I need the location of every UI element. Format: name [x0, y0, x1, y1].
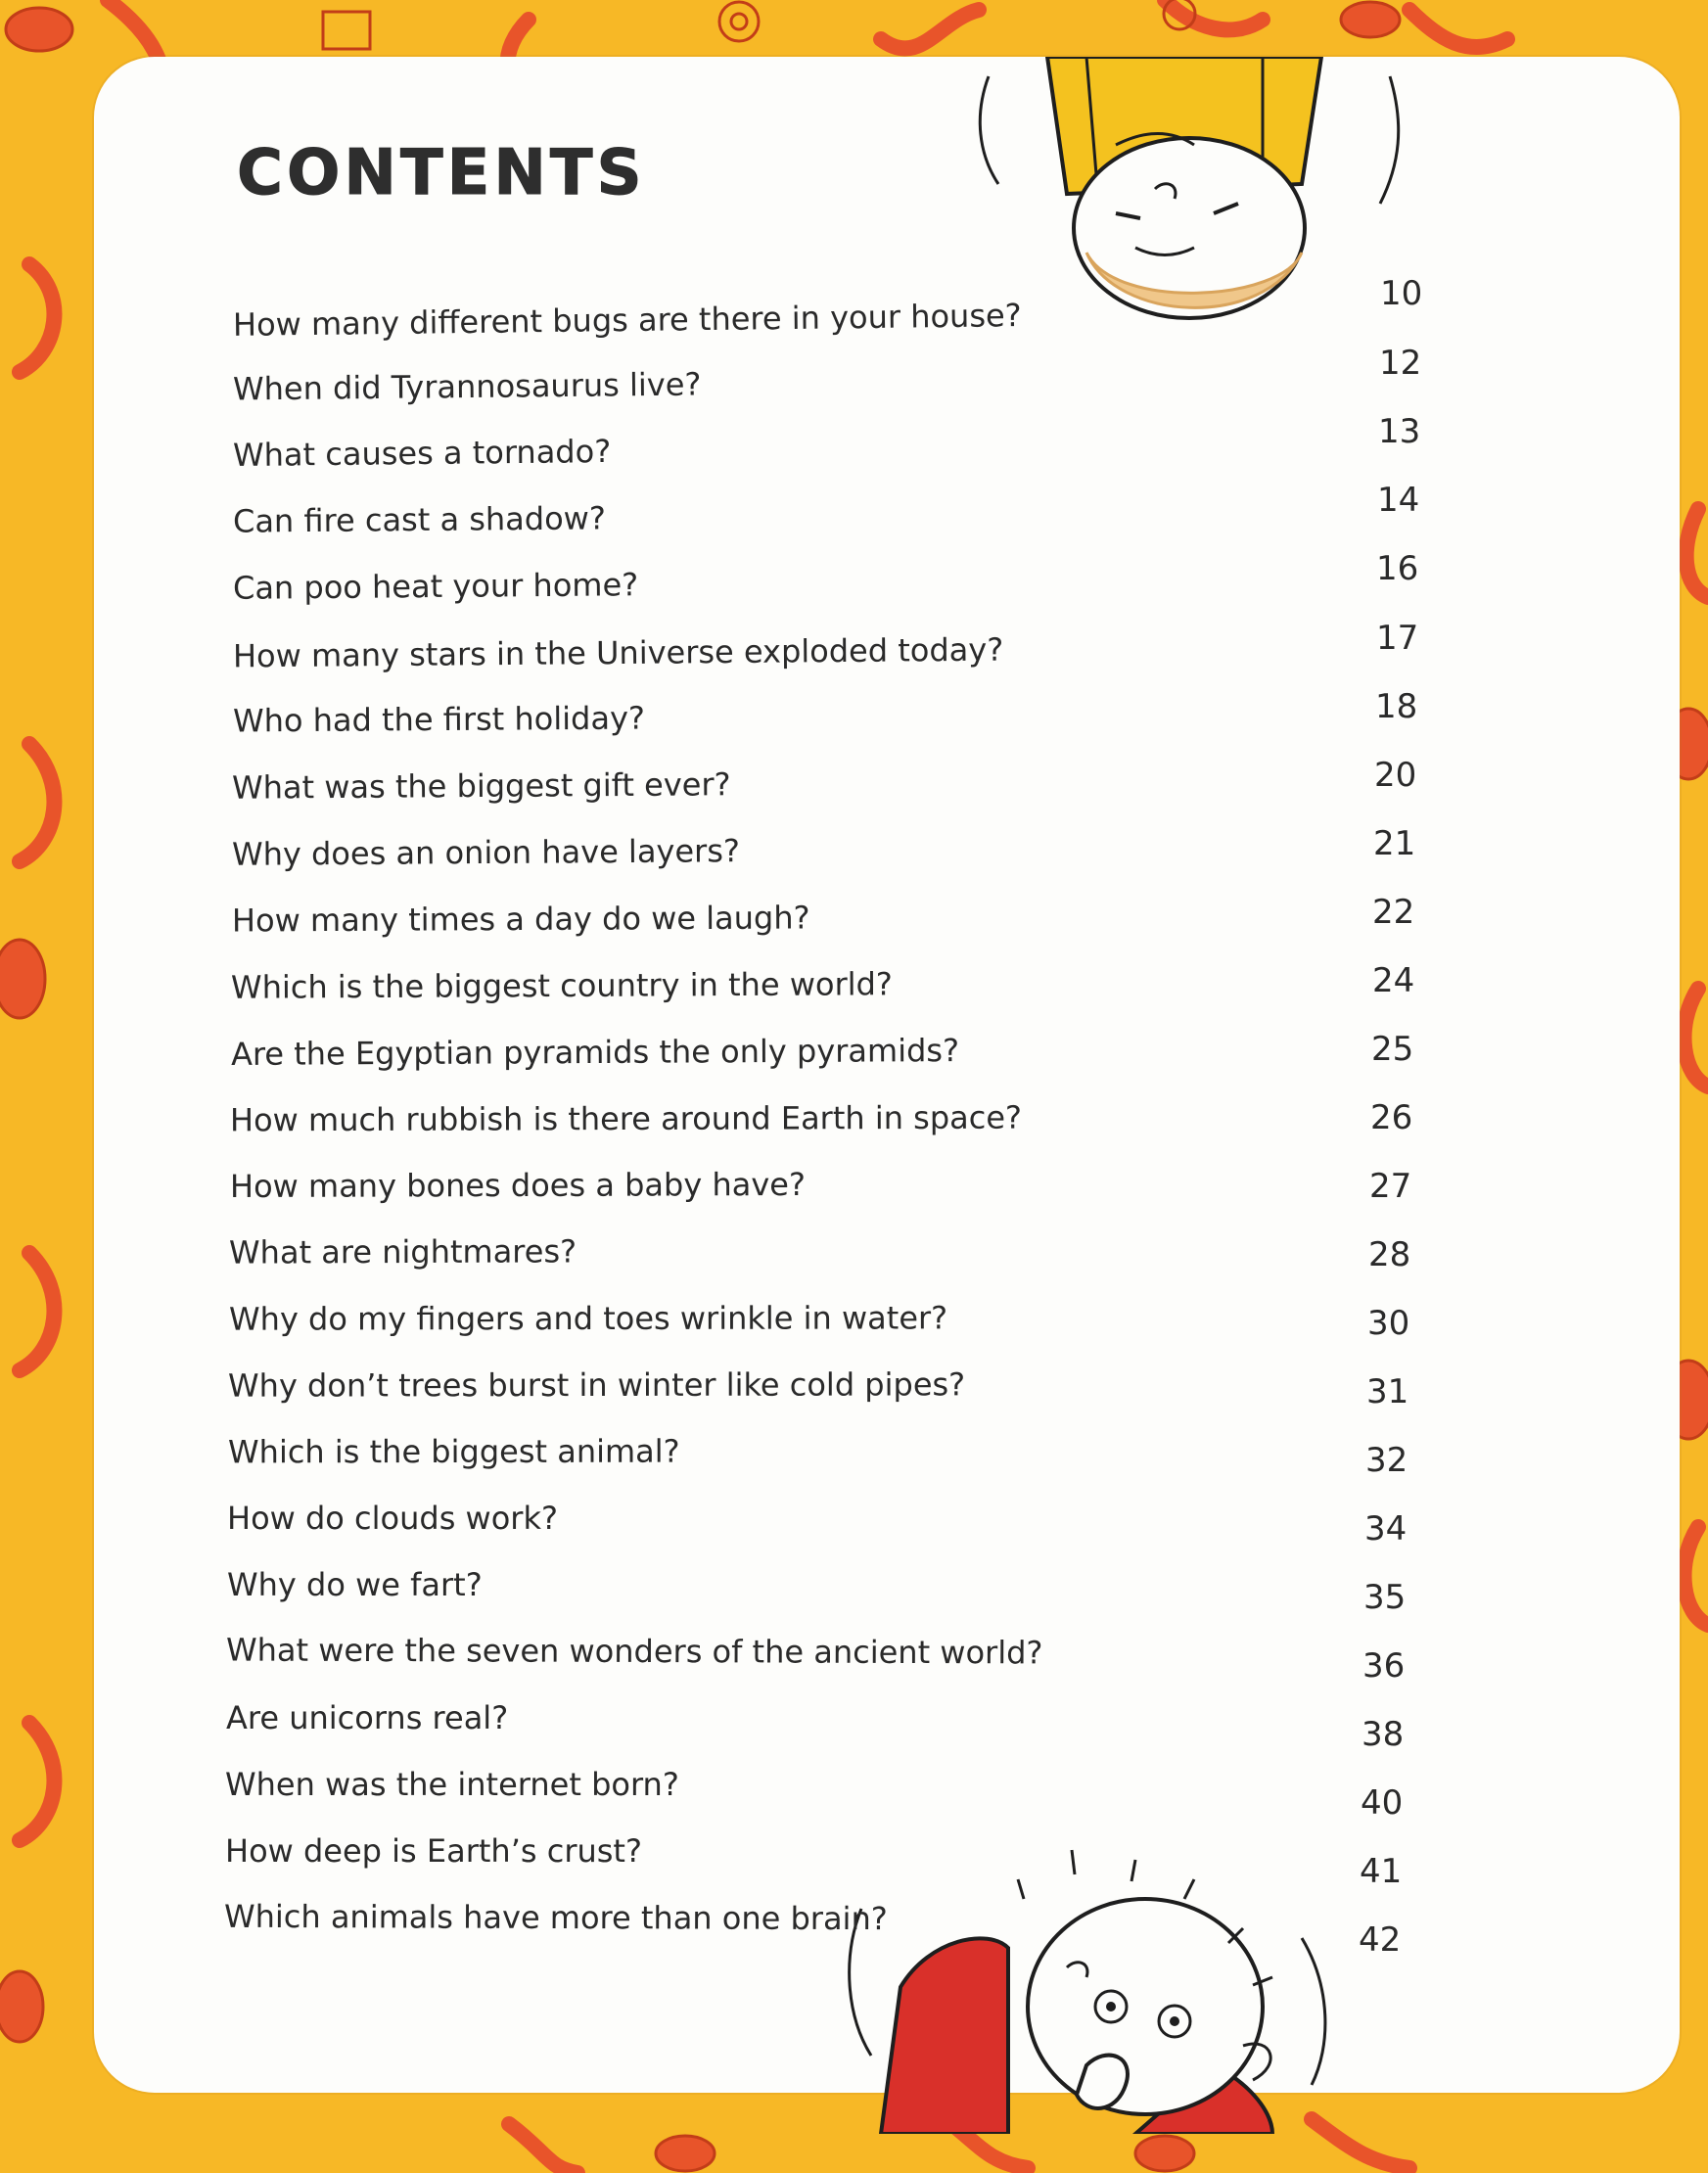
toc-question: How deep is Earth’s crust?: [225, 1832, 642, 1870]
toc-question: Why do my fingers and toes wrinkle in water?: [228, 1299, 948, 1338]
toc-question: What were the seven wonders of the ancient world?: [225, 1631, 1043, 1672]
toc-page-number: 30: [1367, 1304, 1410, 1343]
toc-page-number: 34: [1364, 1509, 1408, 1549]
toc-page-number: 38: [1362, 1715, 1405, 1754]
toc-page-number: 40: [1361, 1783, 1404, 1823]
toc-question: How many stars in the Universe exploded today?: [232, 630, 1004, 675]
toc-question: Can poo heat your home?: [232, 566, 639, 607]
toc-question: Which animals have more than one brain?: [223, 1897, 888, 1938]
toc-question: Who had the first holiday?: [232, 699, 646, 740]
page-title: CONTENTS: [237, 137, 646, 209]
toc-page-number: 18: [1375, 687, 1418, 726]
toc-page-number: 41: [1360, 1852, 1403, 1891]
toc-page-number: 24: [1372, 961, 1415, 1000]
toc-question: Are the Egyptian pyramids the only pyramids?: [230, 1032, 960, 1073]
toc-page-number: 20: [1374, 756, 1417, 795]
toc-page-number: 21: [1373, 824, 1416, 863]
toc-page-number: 16: [1376, 549, 1419, 588]
toc-page-number: 17: [1376, 619, 1419, 658]
toc-question: What was the biggest gift ever?: [231, 765, 731, 807]
toc-page-number: 12: [1379, 344, 1422, 383]
toc-page-number: 14: [1377, 481, 1420, 520]
toc-page-number: 22: [1372, 893, 1415, 932]
toc-question: Can fire cast a shadow?: [232, 499, 607, 540]
toc-question: How many different bugs are there in your house?: [232, 297, 1022, 344]
toc-question: How many bones does a baby have?: [229, 1165, 806, 1206]
toc-question: How do clouds work?: [227, 1500, 558, 1537]
toc-question: How many times a day do we laugh?: [231, 899, 810, 940]
toc-page-number: 26: [1370, 1098, 1413, 1137]
toc-question: Which is the biggest animal?: [227, 1432, 680, 1471]
toc-question: Why don’t trees burst in winter like cold pipes?: [227, 1365, 966, 1405]
toc-page-number: 42: [1359, 1920, 1402, 1960]
toc-question: How much rubbish is there around Earth in space?: [229, 1098, 1023, 1139]
toc-question: When was the internet born?: [225, 1766, 679, 1803]
toc-page-number: 31: [1366, 1372, 1409, 1411]
toc-question: Why does an onion have layers?: [231, 832, 741, 873]
toc-page-number: 27: [1369, 1167, 1412, 1206]
toc-question: Are unicorns real?: [226, 1699, 509, 1736]
toc-page-number: 10: [1380, 274, 1423, 313]
toc-question: When did Tyrannosaurus live?: [232, 365, 702, 408]
toc-question: What are nightmares?: [228, 1232, 577, 1271]
toc-page-number: 36: [1362, 1646, 1406, 1686]
toc-page-number: 28: [1368, 1235, 1411, 1274]
toc-question: Which is the biggest country in the world?: [230, 965, 893, 1006]
toc-question: What causes a tornado?: [232, 432, 612, 475]
toc-page-number: 35: [1363, 1578, 1407, 1617]
toc-question: Why do we fart?: [227, 1566, 483, 1603]
toc-page-number: 25: [1371, 1030, 1414, 1069]
toc-page-number: 32: [1365, 1441, 1408, 1480]
toc-page-number: 13: [1378, 412, 1421, 451]
